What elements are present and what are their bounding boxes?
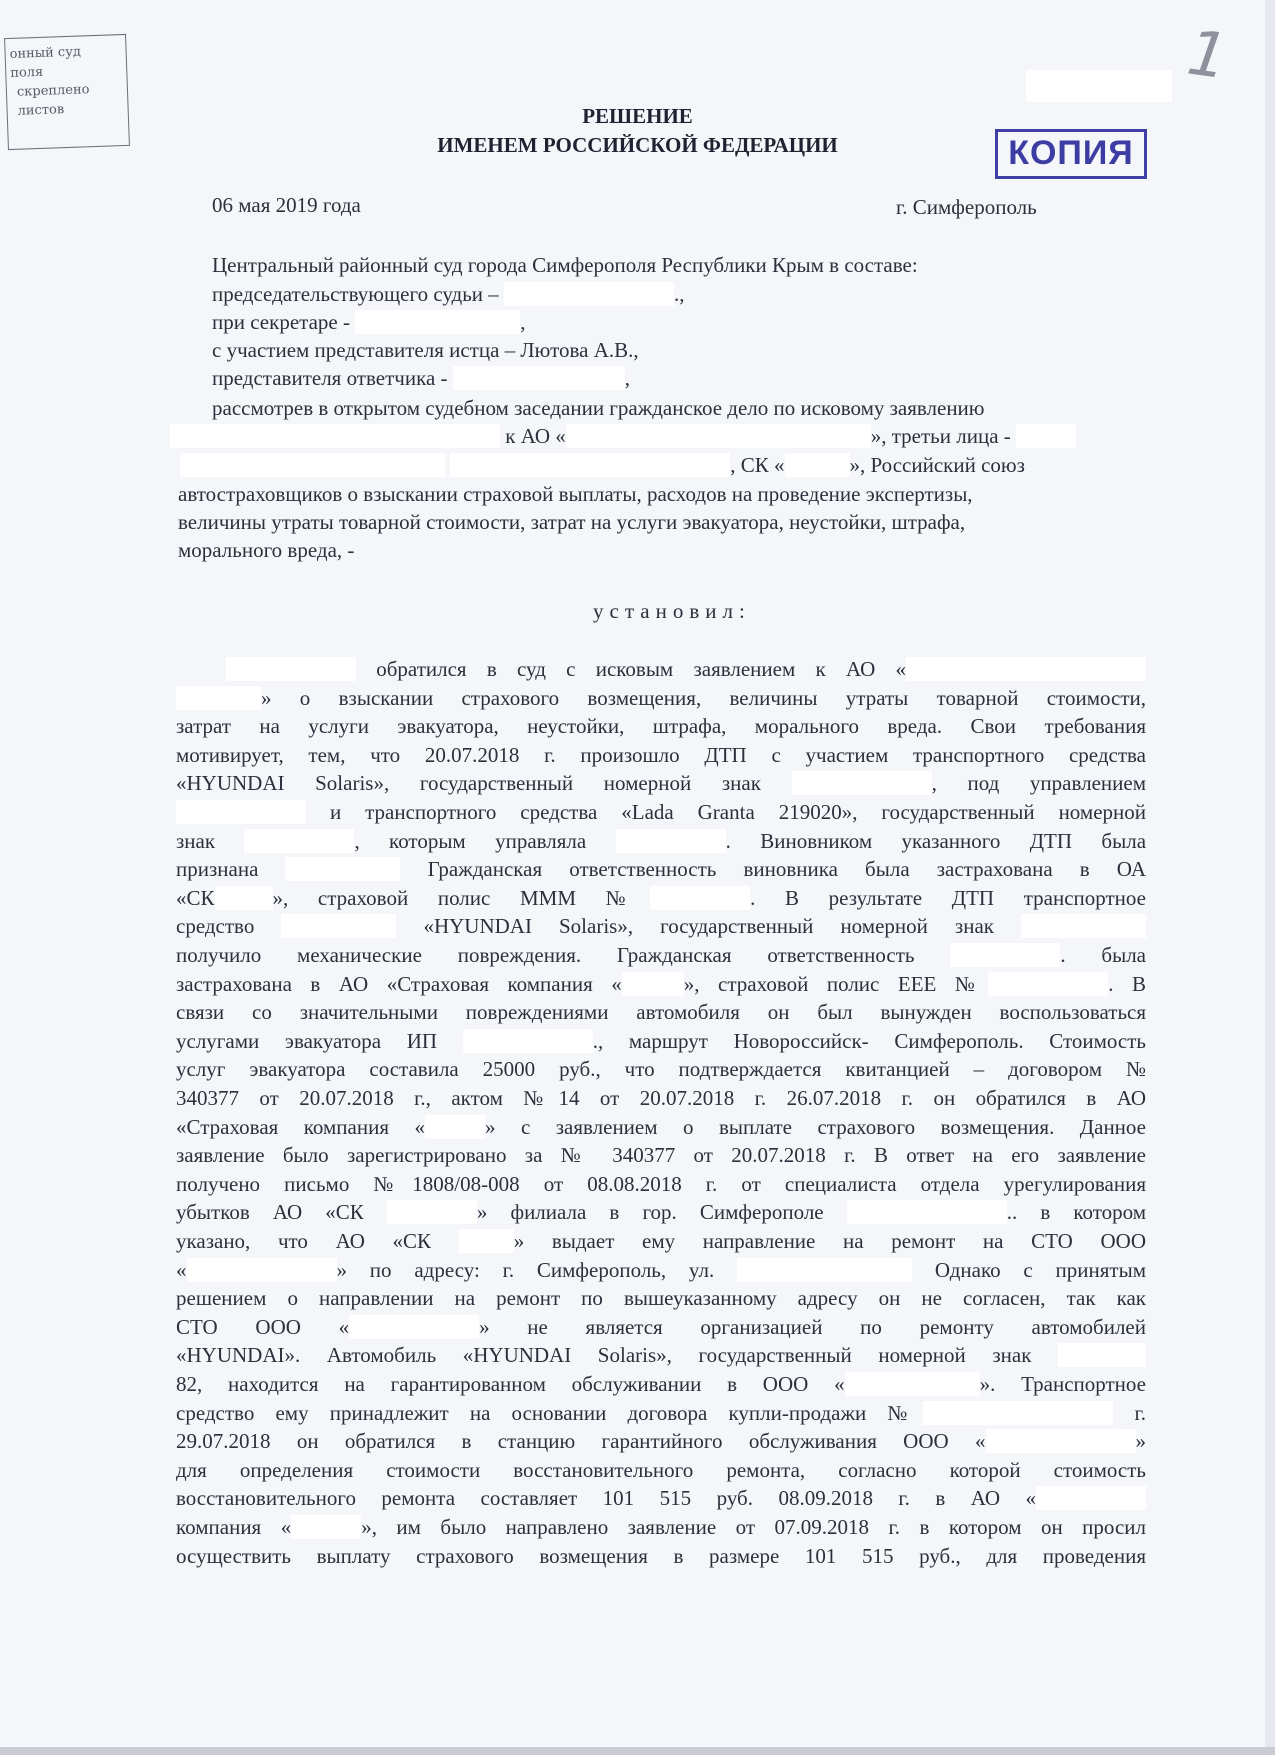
text: . была <box>1060 943 1147 967</box>
text: застрахована в АО «Страховая компания « <box>176 972 622 996</box>
body-line <box>176 1257 1146 1283</box>
redaction <box>459 1229 514 1253</box>
body-line: осуществить выплату страхового возмещения в размере 101 515 руб., для проведения <box>176 1544 1146 1568</box>
text: , <box>624 366 631 390</box>
text: «СК <box>176 886 215 910</box>
text: представителя ответчика - <box>212 366 448 390</box>
body-line <box>176 1342 1146 1368</box>
redaction <box>566 424 871 448</box>
redaction <box>180 453 445 477</box>
body-line: затрат на услуги эвакуатора, неустойки, штрафа, морального вреда. Свои требования <box>176 714 1146 738</box>
text: . Виновником указанного ДТП была <box>725 829 1147 853</box>
text: к АО « <box>505 424 566 448</box>
text: », им было направлено заявление от 07.09.2018 г. в котором он просил <box>361 1515 1146 1539</box>
text: 29.07.2018 он обратился в станцию гарантийного обслуживания ООО « <box>176 1429 986 1453</box>
intro-claims-2: величины утраты товарной стоимости, затрат на услуги эвакуатора, неустойки, штрафа, <box>178 510 966 534</box>
redaction <box>616 829 726 853</box>
body-line <box>176 685 1146 711</box>
body-line <box>176 770 1146 796</box>
redaction <box>1021 914 1146 938</box>
document-title: РЕШЕНИЕ <box>582 104 693 128</box>
text: восстановительного ремонта составляет 101 515 руб. 08.09.2018 г. в АО « <box>176 1486 1036 1510</box>
decision-date: 06 мая 2019 года <box>212 193 361 217</box>
decision-city: г. Симферополь <box>896 195 1037 219</box>
text: Гражданская ответственность виновника была застрахована в ОА <box>427 857 1147 881</box>
text: . В результате ДТП транспортное <box>750 886 1146 910</box>
redaction <box>737 1258 912 1282</box>
text: председательствующего судьи – <box>212 282 499 306</box>
redaction <box>425 1115 485 1139</box>
text: обратился в суд с исковым заявлением к АО « <box>376 657 906 681</box>
text: получило механические повреждения. Гражданская ответственность <box>176 943 915 967</box>
stamp-line: листов <box>17 102 65 119</box>
redaction <box>988 972 1108 996</box>
redaction <box>226 657 356 681</box>
redaction <box>349 1315 479 1339</box>
text: услугами эвакуатора ИП <box>176 1029 438 1053</box>
body-line <box>176 1400 1146 1426</box>
redaction <box>187 1258 337 1282</box>
redaction <box>845 1372 980 1396</box>
text: ., <box>674 282 685 306</box>
text: «HYUNDAI Solaris», государственный номерной знак <box>176 771 761 795</box>
redaction <box>453 366 625 390</box>
intro-claims-1: автостраховщиков о взыскании страховой выплаты, расходов на проведение экспертизы, <box>178 482 973 506</box>
text: СТО ООО « <box>176 1315 350 1339</box>
body-line <box>176 1514 1146 1540</box>
redaction <box>215 886 273 910</box>
redaction <box>847 1200 1007 1224</box>
text: указано, что АО «СК <box>176 1229 432 1253</box>
text: .. в котором <box>1006 1200 1147 1224</box>
intro-claims-3: морального вреда, - <box>178 538 355 562</box>
redaction <box>170 424 500 448</box>
intro-parties <box>170 423 1076 449</box>
redaction <box>176 686 261 710</box>
body-line: решением о направлении на ремонт по вышеуказанному адресу он не согласен, так как <box>176 1286 1146 1310</box>
redaction <box>950 943 1060 967</box>
intro-considered: рассмотрев в открытом судебном заседании гражданское дело по исковому заявлению <box>212 396 985 420</box>
body-line <box>176 1428 1146 1454</box>
intro-secretary <box>212 309 525 335</box>
section-heading: установил: <box>593 599 751 623</box>
page-number: 1 <box>1183 15 1233 94</box>
text: », страховой полис МММ № <box>272 886 651 910</box>
text: средство <box>176 914 255 938</box>
text: . В <box>1108 972 1146 996</box>
body-line <box>176 971 1146 997</box>
text: », страховой полис ЕЕЕ № <box>683 972 989 996</box>
text: при секретаре - <box>212 310 350 334</box>
body-line <box>176 1114 1146 1140</box>
redaction <box>1016 424 1076 448</box>
text: г. <box>1134 1401 1146 1425</box>
text: , под управлением <box>931 771 1147 795</box>
text: » с заявлением о выплате страхового возмещения. Данное <box>484 1115 1146 1139</box>
body-line <box>176 1228 1146 1254</box>
body-line <box>176 885 1146 911</box>
redaction <box>244 829 354 853</box>
body-line: связи со значительными повреждениями автомобиля он был вынужден воспользоваться <box>176 1000 1146 1024</box>
intro-plaintiff-rep: с участием представителя истца – Лютова А.В., <box>212 338 639 362</box>
body-line: услуг эвакуатора составила 25000 руб., что подтверждается квитанцией – договором № <box>176 1057 1146 1081</box>
text: » <box>1135 1429 1146 1453</box>
scan-edge <box>1265 0 1275 1755</box>
redaction <box>1058 1343 1146 1367</box>
redaction <box>176 800 306 824</box>
body-line <box>176 828 1146 854</box>
redaction <box>355 310 520 334</box>
body-line <box>176 1485 1146 1511</box>
redaction <box>650 886 750 910</box>
text: убытков АО «СК <box>176 1200 364 1224</box>
text: «Страховая компания « <box>176 1115 425 1139</box>
document-subtitle: ИМЕНЕМ РОССИЙСКОЙ ФЕДЕРАЦИИ <box>437 133 838 157</box>
body-line <box>176 856 1146 882</box>
redaction <box>906 657 1146 681</box>
text: , которым управляла <box>354 829 587 853</box>
text: « <box>176 1258 187 1282</box>
text: », третьи лица - <box>870 424 1011 448</box>
body-line <box>176 913 1146 939</box>
redaction <box>923 1401 1113 1425</box>
redaction <box>281 914 396 938</box>
body-line: получено письмо №1808/08-008 от 08.08.2018 г. от специалиста отдела урегулирования <box>176 1172 1146 1196</box>
text: » не является организацией по ремонту автомобилей <box>479 1315 1146 1339</box>
text: » по адресу: г. Симферополь, ул. <box>336 1258 715 1282</box>
intro-judge <box>212 281 685 307</box>
redaction <box>1026 70 1172 102</box>
redaction <box>504 282 674 306</box>
text: и транспортного средства «Lada Granta 219020», государственный номерной <box>329 800 1146 824</box>
body-line: заявление было зарегистрировано за № 340377 от 20.07.2018 г. В ответ на его заявление <box>176 1143 1146 1167</box>
body-line <box>176 799 1146 825</box>
copy-stamp: КОПИЯ <box>995 129 1147 179</box>
text: «HYUNDAI Solaris», государственный номерной знак <box>423 914 994 938</box>
body-line: для определения стоимости восстановительного ремонта, согласно которой стоимость <box>176 1458 1146 1482</box>
text: » о взыскании страхового возмещения, величины утраты товарной стоимости, <box>261 686 1146 710</box>
body-line: 340377 от 20.07.2018 г., актом №14 от 20.07.2018 г. 26.07.2018 г. он обратился в АО <box>176 1086 1146 1110</box>
body-line: мотивирует, тем, что 20.07.2018 г. произошло ДТП с участием транспортного средства <box>176 743 1146 767</box>
redaction <box>792 771 932 795</box>
stamp-line: скреплено <box>16 82 90 100</box>
stamp-line: онный суд <box>9 44 82 62</box>
text: , СК « <box>730 453 785 477</box>
text: » выдает ему направление на ремонт на СТО ООО <box>513 1229 1146 1253</box>
redaction <box>285 857 400 881</box>
body-line <box>176 1371 1146 1397</box>
body-line <box>176 656 1146 682</box>
redaction <box>986 1429 1136 1453</box>
redaction <box>450 453 730 477</box>
redaction <box>291 1515 361 1539</box>
text: » филиала в гор. Симферополе <box>476 1200 824 1224</box>
text: , <box>520 310 526 334</box>
body-line <box>176 1028 1146 1054</box>
redaction <box>622 972 684 996</box>
text: компания « <box>176 1515 292 1539</box>
stamp-line: поля <box>10 64 44 81</box>
text: 82, находится на гарантированном обслуживании в ООО « <box>176 1372 845 1396</box>
text: знак <box>176 829 216 853</box>
text: ., маршрут Новороссийск- Симферополь. Стоимость <box>592 1029 1146 1053</box>
intro-parties-2 <box>180 452 1025 478</box>
body-line <box>176 1199 1146 1225</box>
text: признана <box>176 857 259 881</box>
text: «HYUNDAI». Автомобиль «HYUNDAI Solaris», государственный номерной знак <box>176 1343 1032 1367</box>
redaction <box>463 1029 593 1053</box>
intro-defendant-rep <box>212 365 630 391</box>
text: средство ему принадлежит на основании договора купли-продажи № <box>176 1401 924 1425</box>
intro-court: Центральный районный суд города Симферополя Республики Крым в составе: <box>212 253 918 277</box>
body-line <box>176 1314 1146 1340</box>
redaction <box>1036 1486 1146 1510</box>
redaction <box>387 1200 477 1224</box>
text: », Российский союз <box>849 453 1025 477</box>
scan-edge <box>0 1747 1275 1755</box>
text: Однако с принятым <box>934 1258 1147 1282</box>
redaction <box>785 453 850 477</box>
body-line <box>176 942 1146 968</box>
text: ». Транспортное <box>979 1372 1146 1396</box>
